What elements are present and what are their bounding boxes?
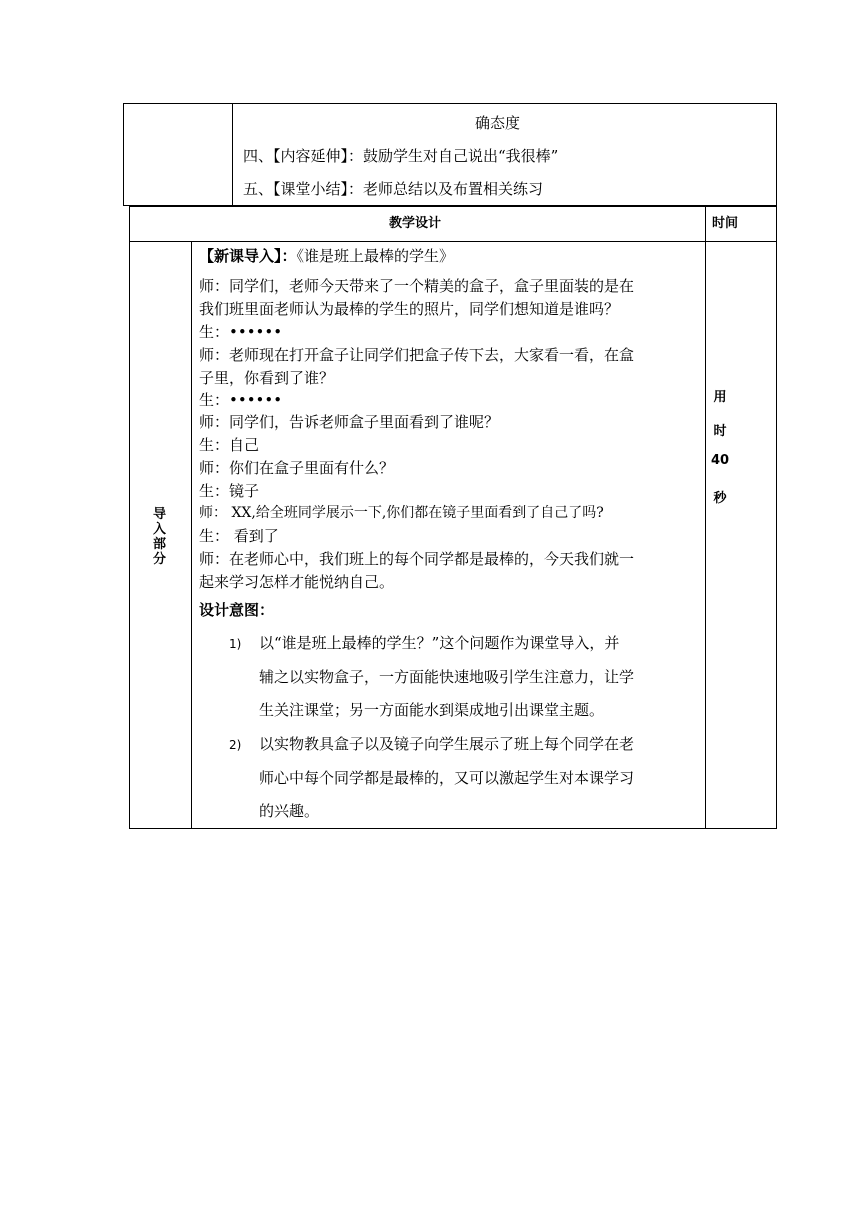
header-design: 教学设计 bbox=[389, 216, 442, 231]
content-title bbox=[199, 247, 454, 265]
intent-label: 设计意图： bbox=[199, 601, 275, 619]
section-label-char: 分 bbox=[152, 552, 166, 567]
time-char: 时 bbox=[713, 424, 727, 439]
section-label-char: 部 bbox=[152, 537, 166, 552]
content-line: 师：同学们，老师今天带来了一个精美的盒子，盒子里面装的是在 bbox=[199, 277, 635, 295]
content-line: 生： 看到了 bbox=[199, 527, 279, 545]
content-line: 师：老师现在打开盒子让同学们把盒子传下去，大家看一看，在盒 bbox=[199, 346, 635, 364]
content-line: 子里，你看到了谁？ bbox=[199, 369, 335, 387]
top-table-divider bbox=[232, 104, 233, 205]
content-line: 我们班里面老师认为最棒的学生的照片，同学们想知道是谁吗？ bbox=[199, 300, 620, 318]
time-col-divider bbox=[705, 207, 706, 828]
intent-line: 以实物教具盒子以及镜子向学生展示了班上每个同学在老 bbox=[259, 735, 635, 753]
content-line: 师：在老师心中，我们班上的每个同学都是最棒的，今天我们就一 bbox=[199, 550, 635, 568]
content-line: 生：镜子 bbox=[199, 482, 260, 500]
content-line: 师：你们在盒子里面有什么？ bbox=[199, 459, 395, 477]
time-value: 40 bbox=[710, 453, 730, 468]
intent-line: 师心中每个同学都是最棒的，又可以激起学生对本课学习 bbox=[259, 769, 635, 787]
content-line: 起来学习怎样才能悦纳自己。 bbox=[199, 573, 395, 591]
label-col-divider bbox=[191, 241, 192, 828]
content-title-rest: 《谁是班上最棒的学生》 bbox=[296, 247, 455, 265]
header-row-divider bbox=[130, 241, 776, 242]
content-line: 师：同学们，告诉老师盒子里面看到了谁呢？ bbox=[199, 413, 500, 431]
time-char: 秒 bbox=[713, 491, 727, 506]
header-time: 时间 bbox=[712, 216, 739, 231]
content-line: 生：•••••• bbox=[199, 323, 283, 341]
top-line-3: 五、【课堂小结】：老师总结以及布置相关练习 bbox=[243, 180, 544, 198]
list-number: 2) bbox=[229, 738, 242, 752]
top-line-2: 四、【内容延伸】：鼓励学生对自己说出“我很棒” bbox=[243, 147, 559, 165]
content-line: 生：•••••• bbox=[199, 391, 283, 409]
intent-line: 以“谁是班上最棒的学生？”这个问题作为课堂导入，并 bbox=[259, 634, 620, 652]
time-char: 用 bbox=[713, 390, 727, 405]
top-line-1: 确态度 bbox=[475, 114, 521, 132]
content-title-bold: 【新课导入】： bbox=[199, 247, 297, 265]
intent-line: 的兴趣。 bbox=[259, 802, 320, 820]
section-label-char: 入 bbox=[152, 522, 166, 537]
section-label-char: 导 bbox=[152, 507, 166, 522]
intent-line: 生关注课堂；另一方面能水到渠成地引出课堂主题。 bbox=[259, 701, 605, 719]
content-line: 师： XX,给全班同学展示一下,你们都在镜子里面看到了自己了吗? bbox=[199, 505, 604, 521]
section-label bbox=[129, 507, 190, 567]
intent-line: 辅之以实物盒子，一方面能快速地吸引学生注意力，让学 bbox=[259, 668, 635, 686]
content-line: 生：自己 bbox=[199, 436, 260, 454]
list-number: 1) bbox=[229, 637, 242, 651]
